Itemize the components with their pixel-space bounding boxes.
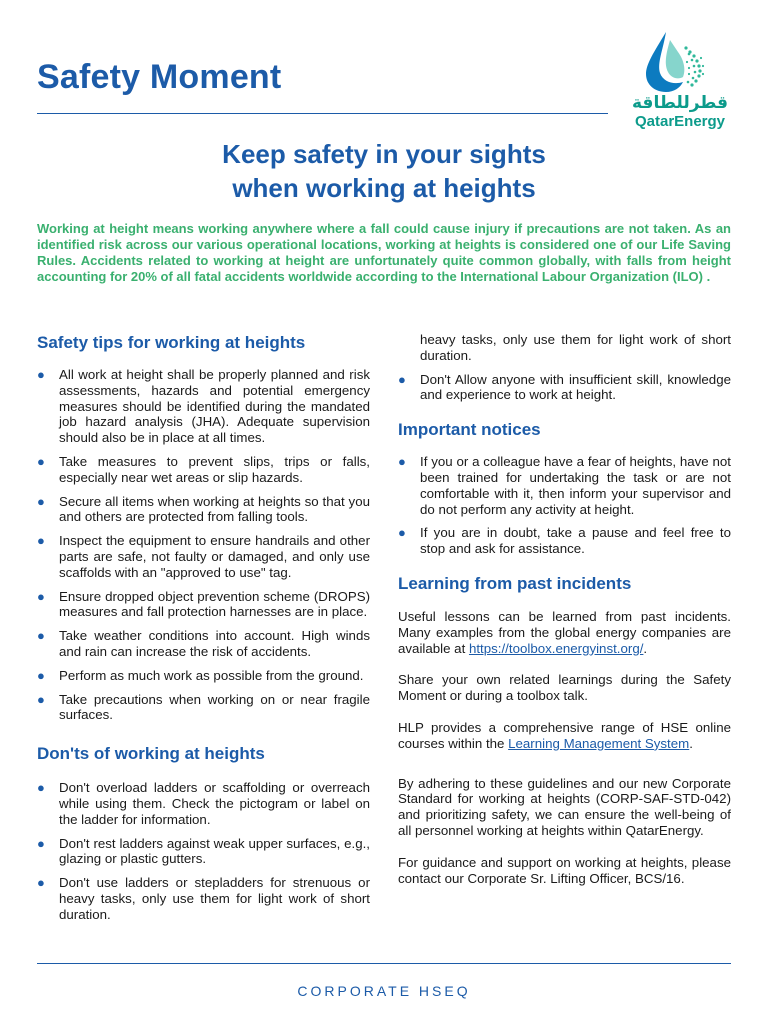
list-item: ● If you or a colleague have a fear of heights, have not been trained for undertaking the task or are not comfortable with it, then inform your supervisor and do not perform any activity at height.: [398, 454, 731, 517]
learning-paragraph-2: Share your own related learnings during the Safety Moment or during a toolbox talk.: [398, 672, 731, 704]
right-column: [398, 332, 731, 886]
title-divider: [37, 113, 608, 114]
bullet-icon: ●: [398, 371, 406, 387]
donts-heading: Don'ts of working at heights: [37, 744, 265, 764]
list-item: ● Ensure dropped object prevention scheme (DROPS) measures and fall protection harnesses are in place.: [37, 588, 370, 620]
logo-text: QatarEnergy: [634, 113, 726, 130]
footer-divider: [37, 963, 731, 964]
list-item: ● Take measures to prevent slips, trips or falls, especially near wet areas or slip hazards.: [37, 453, 370, 485]
headline-line-1: Keep safety in your sights: [222, 139, 546, 169]
logo-arabic-text: قطرللطاقة: [632, 93, 728, 113]
droplet-icon: [626, 30, 734, 94]
donts-list: [37, 780, 370, 922]
qatarenergy-logo: [626, 30, 738, 132]
list-item: ● All work at height shall be properly planned and risk assessments, hazards and potential emergency measures should be identified during the mandated job hazard analysis (JHA). Adequate supervision should also be in place at all times.: [37, 367, 370, 446]
bullet-icon: ●: [37, 691, 45, 707]
bullet-icon: ●: [37, 628, 45, 644]
lms-link[interactable]: Learning Management System: [508, 735, 690, 751]
learning-paragraph-3: HLP provides a comprehensive range of HSE online courses within the Learning Management System.: [398, 719, 731, 751]
toolbox-link[interactable]: https://toolbox.energyinst.org/: [468, 640, 644, 656]
left-column: [37, 332, 370, 923]
list-item: ● If you are in doubt, take a pause and feel free to stop and ask for assistance.: [398, 525, 731, 557]
list-item: [398, 332, 731, 364]
list-item: ● Inspect the equipment to ensure handrails and other parts are safe, not faulty or damaged, and only use scaffolds with an "approved to use" tag.: [37, 533, 370, 580]
list-item: ● Don't rest ladders against weak upper surfaces, e.g., glazing or plastic gutters.: [37, 835, 370, 867]
headline-line-2: when working at heights: [232, 173, 536, 203]
list-item: ● Perform as much work as possible from the ground.: [37, 667, 364, 683]
page-title: Safety Moment: [37, 58, 282, 96]
notices-heading: Important notices: [398, 420, 541, 440]
learning-heading: Learning from past incidents: [398, 573, 632, 593]
list-item: ● Don't use ladders or stepladders for strenuous or heavy tasks, only use them for light work of short duration.: [37, 875, 370, 922]
donts-list-continued: [398, 332, 731, 403]
bullet-icon: ●: [37, 533, 45, 549]
notices-list: [398, 454, 731, 557]
bullet-icon: ●: [37, 453, 45, 469]
bullet-icon: ●: [398, 454, 406, 470]
learning-paragraph-4: By adhering to these guidelines and our new Corporate Standard for working at heights (CORP-SAF-STD-042) and prioritizing safety, we can ensure the well-being of all personnel working at heights within QatarEnergy.: [398, 775, 731, 838]
bullet-icon: ●: [37, 875, 45, 891]
list-item: ● Take precautions when working on or near fragile surfaces.: [37, 691, 370, 723]
bullet-icon: ●: [37, 588, 45, 604]
continued-text: heavy tasks, only use them for light work of short duration.: [420, 332, 731, 363]
learning-paragraph-1: Useful lessons can be learned from past incidents. Many examples from the global energy companies are available at https://toolbox.energyinst.org/.: [398, 608, 731, 656]
bullet-icon: ●: [37, 667, 45, 683]
bullet-icon: ●: [37, 367, 45, 382]
list-item: ● Don't Allow anyone with insufficient skill, knowledge and experience to work at height.: [398, 371, 731, 403]
bullet-icon: ●: [37, 780, 45, 796]
list-item: ● Secure all items when working at heights so that you and others are protected from falling tools.: [37, 493, 370, 525]
footer-label: CORPORATE HSEQ: [297, 983, 471, 999]
bullet-icon: ●: [37, 493, 45, 509]
bullet-icon: ●: [37, 835, 45, 851]
list-item: ● Don't overload ladders or scaffolding or overreach while using them. Check the pictogram or label on the ladder for information.: [37, 780, 370, 827]
bullet-icon: ●: [398, 525, 406, 541]
headline: [0, 137, 768, 205]
learning-paragraph-5: For guidance and support on working at heights, please contact our Corporate Sr. Lifting Officer, BCS/16.: [398, 854, 731, 886]
safety-tips-heading: Safety tips for working at heights: [37, 333, 306, 352]
intro-paragraph: Working at height means working anywhere where a fall could cause injury if precautions are not taken. As an identified risk across our various operational locations, working at heights is considered one of our Life Saving Rules. Accidents related to working at height are unfortunately quite common globally, with falls from height accounting for 20% of all fatal accidents worldwide according to the International Labour Organization (ILO) .: [37, 221, 731, 284]
safety-tips-list: [37, 367, 370, 723]
list-item: ● Take weather conditions into account. High winds and rain can increase the risk of accidents.: [37, 628, 370, 659]
